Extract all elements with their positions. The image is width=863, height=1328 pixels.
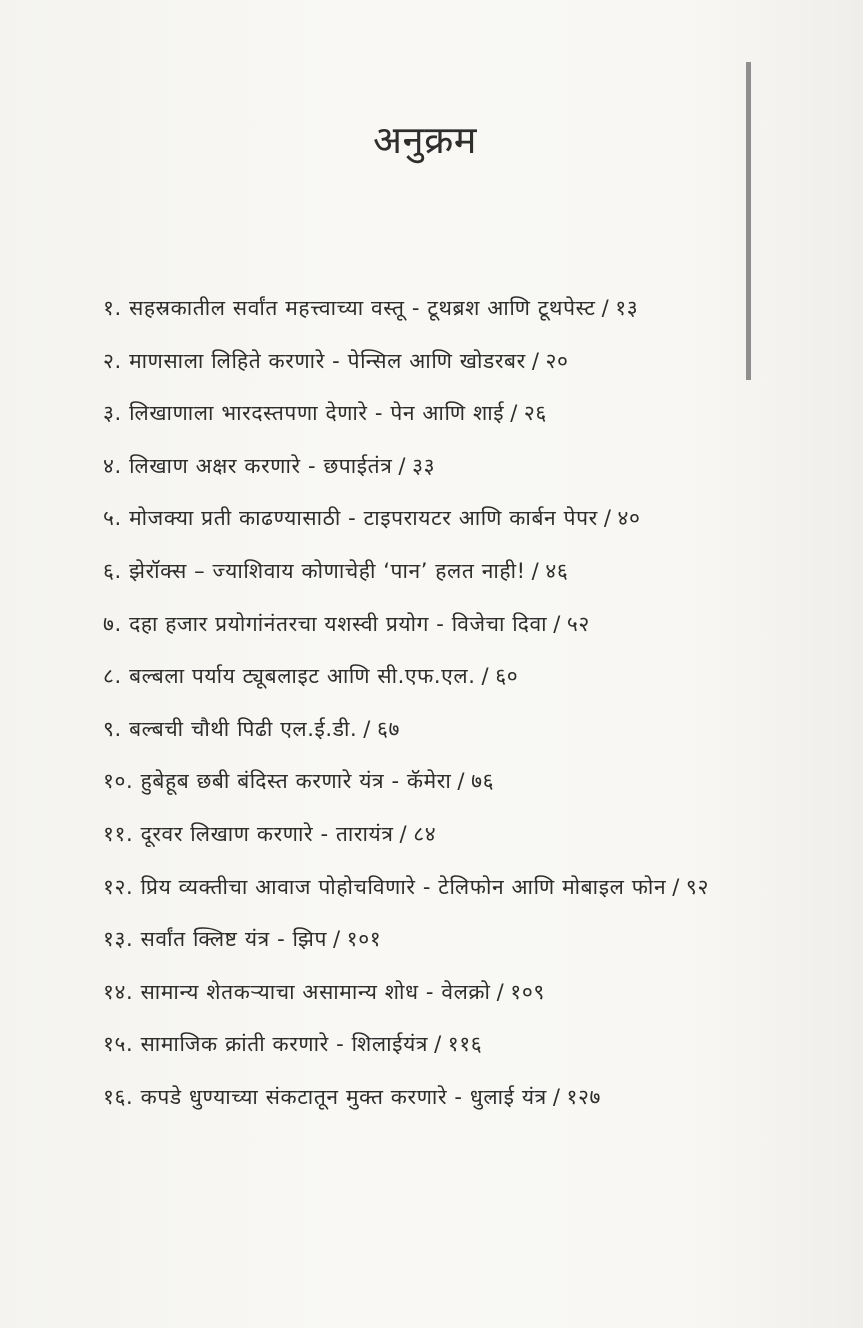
entry-title: लिखाण अक्षर करणारे - छपाईतंत्र bbox=[129, 453, 393, 478]
entry-number: ८. bbox=[103, 664, 122, 689]
toc-entry bbox=[103, 598, 843, 651]
entry-number: १. bbox=[103, 296, 122, 320]
entry-number: ९. bbox=[103, 716, 122, 741]
toc-entry bbox=[103, 440, 843, 493]
entry-number: ४. bbox=[103, 453, 122, 478]
entry-title: दहा हजार प्रयोगांनंतरचा यशस्वी प्रयोग - विजेचा दिवा bbox=[129, 611, 548, 636]
entry-number: ७. bbox=[103, 611, 122, 636]
page-separator: / bbox=[481, 664, 490, 689]
entry-title: बल्बची चौथी पिढी एल.ई.डी. bbox=[129, 716, 358, 741]
entry-number: १२. bbox=[103, 874, 134, 899]
entry-page: २० bbox=[545, 348, 569, 373]
entry-number: ३. bbox=[103, 401, 122, 426]
entry-number: ५. bbox=[103, 506, 122, 531]
page-separator: / bbox=[603, 506, 612, 531]
entry-title: मोजक्या प्रती काढण्यासाठी - टाइपरायटर आणि कार्बन पेपर bbox=[129, 506, 598, 531]
entry-number: २. bbox=[103, 348, 122, 373]
entry-title: बल्बला पर्याय ट्यूबलाइट आणि सी.एफ.एल. bbox=[129, 664, 476, 689]
page-title: अनुक्रम bbox=[372, 118, 478, 163]
entry-number: १०. bbox=[103, 769, 134, 794]
entry-title: झेरॉक्स – ज्याशिवाय कोणाचेही ‘पान’ हलत नाही! bbox=[129, 558, 526, 583]
entry-page: ७६ bbox=[471, 769, 495, 794]
toc-entry bbox=[103, 1071, 843, 1124]
entry-page: ४६ bbox=[545, 558, 569, 583]
entry-page: ३३ bbox=[412, 453, 436, 478]
toc-entry bbox=[103, 335, 843, 388]
page-separator: / bbox=[434, 1032, 442, 1057]
toc-entry bbox=[103, 703, 843, 756]
entry-page: ६० bbox=[495, 664, 519, 689]
page-separator: / bbox=[399, 821, 408, 846]
toc-entry bbox=[103, 650, 843, 703]
page-separator: / bbox=[510, 401, 518, 426]
page-separator: / bbox=[531, 348, 540, 373]
entry-title: दूरवर लिखाण करणारे - तारायंत्र bbox=[140, 821, 394, 846]
page-separator: / bbox=[672, 874, 680, 899]
table-of-contents bbox=[103, 282, 843, 1124]
entry-number: ११. bbox=[103, 821, 134, 846]
entry-number: १६. bbox=[103, 1084, 134, 1109]
toc-entry bbox=[103, 966, 843, 1019]
page-separator: / bbox=[398, 453, 407, 478]
entry-number: १५. bbox=[103, 1032, 134, 1057]
page-separator: / bbox=[531, 558, 540, 583]
toc-entry bbox=[103, 545, 843, 598]
entry-title: सामाजिक क्रांती करणारे - शिलाईयंत्र bbox=[140, 1032, 429, 1057]
entry-title: प्रिय व्यक्तीचा आवाज पोहोचविणारे - टेलिफोन आणि मोबाइल फोन bbox=[140, 874, 667, 899]
toc-entry bbox=[103, 755, 843, 808]
page-separator: / bbox=[457, 769, 466, 794]
page-separator: / bbox=[553, 611, 561, 636]
page-separator: / bbox=[601, 296, 610, 320]
toc-entry bbox=[103, 913, 843, 966]
toc-entry bbox=[103, 282, 843, 335]
entry-page: २६ bbox=[523, 401, 547, 426]
entry-page: १२७ bbox=[566, 1084, 602, 1109]
entry-page: ८४ bbox=[413, 821, 437, 846]
page-separator: / bbox=[496, 979, 505, 1004]
toc-entry bbox=[103, 387, 843, 440]
entry-page: १३ bbox=[615, 296, 639, 320]
entry-number: ६. bbox=[103, 558, 122, 583]
toc-entry bbox=[103, 861, 843, 914]
entry-title: माणसाला लिहिते करणारे - पेन्सिल आणि खोडरबर bbox=[129, 348, 526, 373]
entry-title: सामान्य शेतकऱ्याचा असामान्य शोध - वेलक्रो bbox=[140, 979, 491, 1004]
entry-page: ५२ bbox=[566, 611, 590, 636]
page-separator: / bbox=[363, 716, 371, 741]
entry-title: कपडे धुण्याच्या संकटातून मुक्त करणारे - धुलाई यंत्र bbox=[140, 1084, 547, 1109]
page-separator: / bbox=[332, 927, 341, 952]
page-separator: / bbox=[552, 1084, 561, 1109]
toc-entry bbox=[103, 492, 843, 545]
entry-page: १०१ bbox=[346, 927, 382, 952]
entry-number: १३. bbox=[103, 927, 134, 952]
entry-number: १४. bbox=[103, 979, 134, 1004]
entry-title: सहस्रकातील सर्वांत महत्त्वाच्या वस्तू - टूथब्रश आणि टूथपेस्ट bbox=[129, 296, 596, 320]
entry-page: १०९ bbox=[510, 979, 545, 1004]
entry-page: ४० bbox=[617, 506, 641, 531]
entry-page: ११६ bbox=[447, 1032, 483, 1057]
toc-entry bbox=[103, 1018, 843, 1071]
toc-entry bbox=[103, 808, 843, 861]
entry-title: हुबेहूब छबी बंदिस्त करणारे यंत्र - कॅमेरा bbox=[140, 769, 452, 794]
entry-page: ९२ bbox=[685, 874, 709, 899]
entry-title: लिखाणाला भारदस्तपणा देणारे - पेन आणि शाई bbox=[129, 401, 505, 426]
entry-title: सर्वांत क्लिष्ट यंत्र - झिप bbox=[140, 927, 327, 952]
entry-page: ६७ bbox=[376, 716, 400, 741]
